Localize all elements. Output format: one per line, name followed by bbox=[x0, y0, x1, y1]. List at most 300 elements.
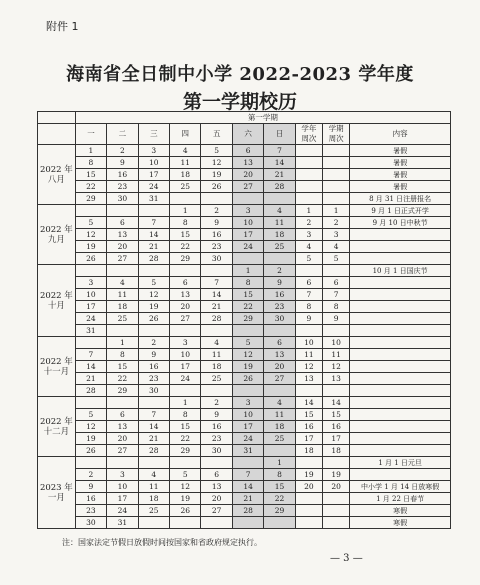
day-cell: 18 bbox=[201, 361, 232, 373]
day-cell: 25 bbox=[264, 241, 295, 253]
day-cell: 2 bbox=[264, 265, 295, 277]
day-cell: 4 bbox=[264, 205, 295, 217]
school-week-cell: 11 bbox=[295, 349, 322, 361]
content-cell bbox=[350, 229, 451, 241]
day-cell: 6 bbox=[232, 145, 263, 157]
day-cell: 15 bbox=[107, 361, 138, 373]
day-cell: 29 bbox=[107, 385, 138, 397]
day-cell bbox=[264, 253, 295, 265]
term-week-cell: 15 bbox=[323, 409, 350, 421]
day-cell: 20 bbox=[107, 433, 138, 445]
content-cell bbox=[350, 397, 451, 409]
term-week-cell bbox=[323, 193, 350, 205]
content-cell bbox=[350, 241, 451, 253]
term-week-cell: 17 bbox=[323, 433, 350, 445]
day-cell: 16 bbox=[201, 421, 232, 433]
day-cell: 2 bbox=[107, 145, 138, 157]
school-week-cell: 14 bbox=[295, 397, 322, 409]
weekday-header: 三 bbox=[138, 124, 169, 145]
school-week-cell bbox=[295, 193, 322, 205]
day-cell: 17 bbox=[232, 229, 263, 241]
content-cell: 9 月 10 日中秋节 bbox=[350, 217, 451, 229]
day-cell: 10 bbox=[75, 289, 106, 301]
day-cell: 1 bbox=[75, 145, 106, 157]
day-cell: 17 bbox=[232, 421, 263, 433]
weekday-header: 六 bbox=[232, 124, 263, 145]
day-cell: 2 bbox=[75, 469, 106, 481]
day-cell: 8 bbox=[75, 157, 106, 169]
calendar-week-row bbox=[38, 505, 451, 517]
day-cell: 21 bbox=[201, 301, 232, 313]
calendar-week-row bbox=[38, 241, 451, 253]
day-cell: 30 bbox=[75, 517, 106, 529]
day-cell bbox=[264, 385, 295, 397]
day-cell: 22 bbox=[264, 493, 295, 505]
day-cell: 29 bbox=[232, 313, 263, 325]
day-cell: 8 bbox=[264, 469, 295, 481]
calendar-week-row bbox=[38, 277, 451, 289]
day-cell: 20 bbox=[264, 361, 295, 373]
calendar-week-row bbox=[38, 481, 451, 493]
term-week-cell: 3 bbox=[323, 229, 350, 241]
weekday-header: 五 bbox=[201, 124, 232, 145]
day-cell: 27 bbox=[170, 313, 201, 325]
day-cell bbox=[170, 517, 201, 529]
month-label: 2022 年 十二月 bbox=[38, 397, 76, 457]
day-cell: 25 bbox=[107, 313, 138, 325]
term-week-cell: 2 bbox=[323, 217, 350, 229]
calendar-week-row bbox=[38, 265, 451, 277]
day-cell: 12 bbox=[201, 157, 232, 169]
day-cell: 7 bbox=[264, 145, 295, 157]
calendar-week-row bbox=[38, 337, 451, 349]
term-week-cell bbox=[323, 145, 350, 157]
day-cell: 1 bbox=[232, 265, 263, 277]
footnote: 注：国家法定节假日放假时间按国家和省政府规定执行。 bbox=[62, 538, 262, 547]
school-week-cell: 15 bbox=[295, 409, 322, 421]
day-cell: 11 bbox=[138, 481, 169, 493]
calendar-week-row bbox=[38, 169, 451, 181]
day-cell: 21 bbox=[264, 169, 295, 181]
day-cell: 9 bbox=[264, 277, 295, 289]
weekday-header: 四 bbox=[170, 124, 201, 145]
day-cell: 2 bbox=[138, 337, 169, 349]
day-cell: 14 bbox=[201, 289, 232, 301]
term-week-cell bbox=[323, 169, 350, 181]
day-cell: 14 bbox=[138, 229, 169, 241]
day-cell: 18 bbox=[170, 169, 201, 181]
school-calendar-table bbox=[37, 111, 451, 529]
day-cell: 18 bbox=[107, 301, 138, 313]
term-week-cell bbox=[323, 457, 350, 469]
day-cell: 19 bbox=[75, 241, 106, 253]
school-week-cell bbox=[295, 505, 322, 517]
day-cell: 30 bbox=[201, 445, 232, 457]
day-cell: 12 bbox=[170, 481, 201, 493]
day-cell: 4 bbox=[107, 277, 138, 289]
day-cell: 21 bbox=[232, 493, 263, 505]
content-cell bbox=[350, 325, 451, 337]
day-cell bbox=[138, 457, 169, 469]
day-cell: 16 bbox=[264, 289, 295, 301]
day-cell: 20 bbox=[201, 493, 232, 505]
day-cell: 8 bbox=[107, 349, 138, 361]
day-cell: 1 bbox=[170, 397, 201, 409]
day-cell: 29 bbox=[170, 445, 201, 457]
day-cell: 30 bbox=[107, 193, 138, 205]
content-cell bbox=[350, 277, 451, 289]
term-week-cell bbox=[323, 505, 350, 517]
day-cell: 9 bbox=[75, 481, 106, 493]
day-cell: 19 bbox=[201, 169, 232, 181]
month-label: 2022 年 十月 bbox=[38, 265, 76, 337]
day-cell: 7 bbox=[201, 277, 232, 289]
day-cell: 14 bbox=[138, 421, 169, 433]
term-week-cell: 18 bbox=[323, 445, 350, 457]
content-cell bbox=[350, 301, 451, 313]
day-cell: 25 bbox=[138, 505, 169, 517]
day-cell: 6 bbox=[107, 217, 138, 229]
day-cell bbox=[75, 337, 106, 349]
day-cell bbox=[264, 445, 295, 457]
day-cell: 17 bbox=[138, 169, 169, 181]
term-week-cell: 4 bbox=[323, 241, 350, 253]
day-cell bbox=[232, 253, 263, 265]
term-week-cell: 20 bbox=[323, 481, 350, 493]
day-cell: 24 bbox=[232, 433, 263, 445]
term-week-cell: 5 bbox=[323, 253, 350, 265]
calendar-week-row bbox=[38, 301, 451, 313]
day-cell: 19 bbox=[75, 433, 106, 445]
day-cell: 21 bbox=[138, 241, 169, 253]
day-cell: 10 bbox=[138, 157, 169, 169]
content-cell bbox=[350, 313, 451, 325]
day-cell: 23 bbox=[201, 241, 232, 253]
school-week-cell bbox=[295, 493, 322, 505]
semester-header: 第一学期 bbox=[75, 112, 450, 124]
term-week-cell: 10 bbox=[323, 337, 350, 349]
day-cell: 6 bbox=[170, 277, 201, 289]
day-cell: 16 bbox=[138, 361, 169, 373]
school-week-cell: 5 bbox=[295, 253, 322, 265]
day-cell: 26 bbox=[75, 253, 106, 265]
day-cell: 22 bbox=[75, 181, 106, 193]
day-cell: 27 bbox=[232, 181, 263, 193]
day-cell: 22 bbox=[107, 373, 138, 385]
day-cell: 6 bbox=[201, 469, 232, 481]
day-cell: 5 bbox=[138, 277, 169, 289]
day-cell: 10 bbox=[107, 481, 138, 493]
day-cell: 14 bbox=[75, 361, 106, 373]
day-cell: 24 bbox=[170, 373, 201, 385]
day-cell: 27 bbox=[107, 445, 138, 457]
day-cell: 30 bbox=[201, 253, 232, 265]
day-cell: 18 bbox=[264, 229, 295, 241]
day-cell: 10 bbox=[232, 217, 263, 229]
day-cell: 31 bbox=[75, 325, 106, 337]
calendar-week-row bbox=[38, 445, 451, 457]
day-cell: 3 bbox=[107, 469, 138, 481]
calendar-week-row bbox=[38, 469, 451, 481]
content-cell bbox=[350, 421, 451, 433]
day-cell bbox=[232, 193, 263, 205]
school-week-cell: 3 bbox=[295, 229, 322, 241]
content-cell: 8 月 31 日注册报名 bbox=[350, 193, 451, 205]
school-week-cell bbox=[295, 385, 322, 397]
day-cell bbox=[138, 325, 169, 337]
day-cell: 9 bbox=[107, 157, 138, 169]
school-week-cell: 13 bbox=[295, 373, 322, 385]
content-cell: 中小学 1 月 14 日放寒假 bbox=[350, 481, 451, 493]
day-cell: 28 bbox=[264, 181, 295, 193]
day-cell: 5 bbox=[232, 337, 263, 349]
calendar-week-row bbox=[38, 145, 451, 157]
day-cell bbox=[170, 457, 201, 469]
calendar-week-row bbox=[38, 397, 451, 409]
day-cell: 24 bbox=[232, 241, 263, 253]
term-week-cell: 1 bbox=[323, 205, 350, 217]
day-cell: 30 bbox=[264, 313, 295, 325]
day-cell: 26 bbox=[170, 505, 201, 517]
day-cell: 18 bbox=[264, 421, 295, 433]
calendar-week-row bbox=[38, 517, 451, 529]
school-week-cell: 18 bbox=[295, 445, 322, 457]
page-number: — 3 — bbox=[330, 553, 363, 564]
school-week-cell: 19 bbox=[295, 469, 322, 481]
calendar-week-row bbox=[38, 157, 451, 169]
day-cell: 4 bbox=[138, 469, 169, 481]
day-cell bbox=[138, 397, 169, 409]
day-cell: 13 bbox=[170, 289, 201, 301]
day-cell: 23 bbox=[107, 181, 138, 193]
day-cell bbox=[138, 265, 169, 277]
day-cell: 24 bbox=[138, 181, 169, 193]
calendar-week-row bbox=[38, 181, 451, 193]
day-cell: 11 bbox=[107, 289, 138, 301]
day-cell: 13 bbox=[201, 481, 232, 493]
day-cell: 26 bbox=[75, 445, 106, 457]
term-week-header: 学期 周次 bbox=[323, 124, 350, 145]
day-cell: 19 bbox=[138, 301, 169, 313]
day-cell bbox=[264, 193, 295, 205]
day-cell: 19 bbox=[232, 361, 263, 373]
term-week-cell bbox=[323, 517, 350, 529]
day-cell bbox=[201, 193, 232, 205]
day-cell: 7 bbox=[138, 409, 169, 421]
day-cell bbox=[264, 325, 295, 337]
day-cell: 27 bbox=[201, 505, 232, 517]
day-cell: 20 bbox=[107, 241, 138, 253]
day-cell: 31 bbox=[232, 445, 263, 457]
month-label: 2022 年 十一月 bbox=[38, 337, 76, 397]
content-cell bbox=[350, 409, 451, 421]
day-cell: 24 bbox=[107, 505, 138, 517]
day-cell bbox=[75, 397, 106, 409]
calendar-week-row bbox=[38, 409, 451, 421]
school-week-cell: 1 bbox=[295, 205, 322, 217]
day-cell: 25 bbox=[201, 373, 232, 385]
day-cell: 28 bbox=[232, 505, 263, 517]
content-cell: 暑假 bbox=[350, 169, 451, 181]
day-cell: 26 bbox=[138, 313, 169, 325]
day-cell: 14 bbox=[264, 157, 295, 169]
content-cell bbox=[350, 433, 451, 445]
day-cell: 9 bbox=[138, 349, 169, 361]
day-cell: 22 bbox=[170, 241, 201, 253]
day-cell bbox=[264, 517, 295, 529]
day-cell bbox=[201, 265, 232, 277]
school-week-cell bbox=[295, 169, 322, 181]
day-cell bbox=[107, 205, 138, 217]
day-cell: 12 bbox=[75, 421, 106, 433]
day-cell bbox=[107, 397, 138, 409]
day-cell: 5 bbox=[170, 469, 201, 481]
day-cell bbox=[170, 385, 201, 397]
day-cell bbox=[138, 205, 169, 217]
day-cell: 23 bbox=[75, 505, 106, 517]
day-cell: 28 bbox=[138, 445, 169, 457]
month-label: 2023 年 一月 bbox=[38, 457, 76, 529]
school-week-cell: 10 bbox=[295, 337, 322, 349]
day-cell bbox=[201, 325, 232, 337]
school-week-cell bbox=[295, 457, 322, 469]
content-cell: 寒假 bbox=[350, 505, 451, 517]
calendar-week-row bbox=[38, 349, 451, 361]
month-label: 2022 年 八月 bbox=[38, 145, 76, 205]
school-week-cell: 4 bbox=[295, 241, 322, 253]
month-column-header bbox=[38, 124, 76, 145]
day-cell bbox=[170, 325, 201, 337]
day-cell: 17 bbox=[75, 301, 106, 313]
day-cell: 9 bbox=[201, 217, 232, 229]
term-week-cell bbox=[323, 385, 350, 397]
term-week-cell bbox=[323, 265, 350, 277]
school-week-cell: 8 bbox=[295, 301, 322, 313]
content-cell: 暑假 bbox=[350, 145, 451, 157]
day-cell: 4 bbox=[201, 337, 232, 349]
day-cell: 3 bbox=[232, 397, 263, 409]
day-cell bbox=[107, 457, 138, 469]
calendar-week-row bbox=[38, 457, 451, 469]
calendar-week-row bbox=[38, 229, 451, 241]
term-week-cell bbox=[323, 157, 350, 169]
corner-cell bbox=[38, 112, 76, 124]
day-cell: 8 bbox=[170, 217, 201, 229]
day-cell: 5 bbox=[201, 145, 232, 157]
month-label: 2022 年 九月 bbox=[38, 205, 76, 265]
content-cell bbox=[350, 373, 451, 385]
day-cell: 15 bbox=[170, 229, 201, 241]
school-week-cell: 9 bbox=[295, 313, 322, 325]
day-cell: 23 bbox=[264, 301, 295, 313]
calendar-week-row bbox=[38, 433, 451, 445]
calendar-week-row bbox=[38, 361, 451, 373]
day-cell bbox=[232, 325, 263, 337]
calendar-week-row bbox=[38, 385, 451, 397]
content-cell bbox=[350, 289, 451, 301]
calendar-week-row bbox=[38, 205, 451, 217]
weekday-header: 二 bbox=[107, 124, 138, 145]
day-cell: 16 bbox=[107, 169, 138, 181]
content-cell: 1 月 1 日元旦 bbox=[350, 457, 451, 469]
term-week-cell: 16 bbox=[323, 421, 350, 433]
content-cell bbox=[350, 349, 451, 361]
day-cell bbox=[232, 517, 263, 529]
day-cell: 11 bbox=[264, 217, 295, 229]
calendar-week-row bbox=[38, 493, 451, 505]
day-cell bbox=[232, 385, 263, 397]
day-cell: 23 bbox=[138, 373, 169, 385]
day-cell bbox=[107, 325, 138, 337]
day-cell: 3 bbox=[138, 145, 169, 157]
day-cell: 23 bbox=[201, 433, 232, 445]
day-cell: 8 bbox=[170, 409, 201, 421]
day-cell: 21 bbox=[75, 373, 106, 385]
day-cell: 16 bbox=[75, 493, 106, 505]
content-cell bbox=[350, 385, 451, 397]
term-week-cell: 19 bbox=[323, 469, 350, 481]
day-cell: 31 bbox=[138, 193, 169, 205]
day-cell: 25 bbox=[170, 181, 201, 193]
day-cell bbox=[107, 265, 138, 277]
day-cell: 12 bbox=[75, 229, 106, 241]
term-week-cell: 9 bbox=[323, 313, 350, 325]
calendar-week-row bbox=[38, 253, 451, 265]
school-week-cell bbox=[295, 265, 322, 277]
day-cell: 3 bbox=[232, 205, 263, 217]
day-cell: 5 bbox=[75, 217, 106, 229]
day-cell bbox=[75, 457, 106, 469]
day-cell: 1 bbox=[170, 205, 201, 217]
day-cell bbox=[138, 517, 169, 529]
day-cell: 31 bbox=[107, 517, 138, 529]
school-week-cell: 7 bbox=[295, 289, 322, 301]
day-cell: 22 bbox=[170, 433, 201, 445]
day-cell: 22 bbox=[232, 301, 263, 313]
day-cell: 15 bbox=[170, 421, 201, 433]
day-cell: 25 bbox=[264, 433, 295, 445]
day-cell: 12 bbox=[138, 289, 169, 301]
day-cell: 11 bbox=[201, 349, 232, 361]
day-cell bbox=[201, 517, 232, 529]
day-cell: 13 bbox=[107, 421, 138, 433]
day-cell: 20 bbox=[232, 169, 263, 181]
content-cell: 暑假 bbox=[350, 157, 451, 169]
day-cell bbox=[170, 193, 201, 205]
content-cell bbox=[350, 337, 451, 349]
day-cell: 7 bbox=[138, 217, 169, 229]
content-cell bbox=[350, 469, 451, 481]
weekday-header: 一 bbox=[75, 124, 106, 145]
content-cell: 1 月 22 日春节 bbox=[350, 493, 451, 505]
school-week-cell: 20 bbox=[295, 481, 322, 493]
school-week-cell: 12 bbox=[295, 361, 322, 373]
school-week-cell bbox=[295, 181, 322, 193]
content-cell: 9 月 1 日正式开学 bbox=[350, 205, 451, 217]
calendar-week-row bbox=[38, 217, 451, 229]
day-cell: 29 bbox=[75, 193, 106, 205]
day-cell: 10 bbox=[170, 349, 201, 361]
attachment-label: 附件 1 bbox=[46, 20, 79, 33]
content-cell bbox=[350, 253, 451, 265]
day-cell: 4 bbox=[170, 145, 201, 157]
term-week-cell: 8 bbox=[323, 301, 350, 313]
day-cell: 26 bbox=[201, 181, 232, 193]
content-header: 内容 bbox=[350, 124, 451, 145]
day-cell bbox=[75, 265, 106, 277]
day-cell: 3 bbox=[75, 277, 106, 289]
day-cell: 24 bbox=[75, 313, 106, 325]
